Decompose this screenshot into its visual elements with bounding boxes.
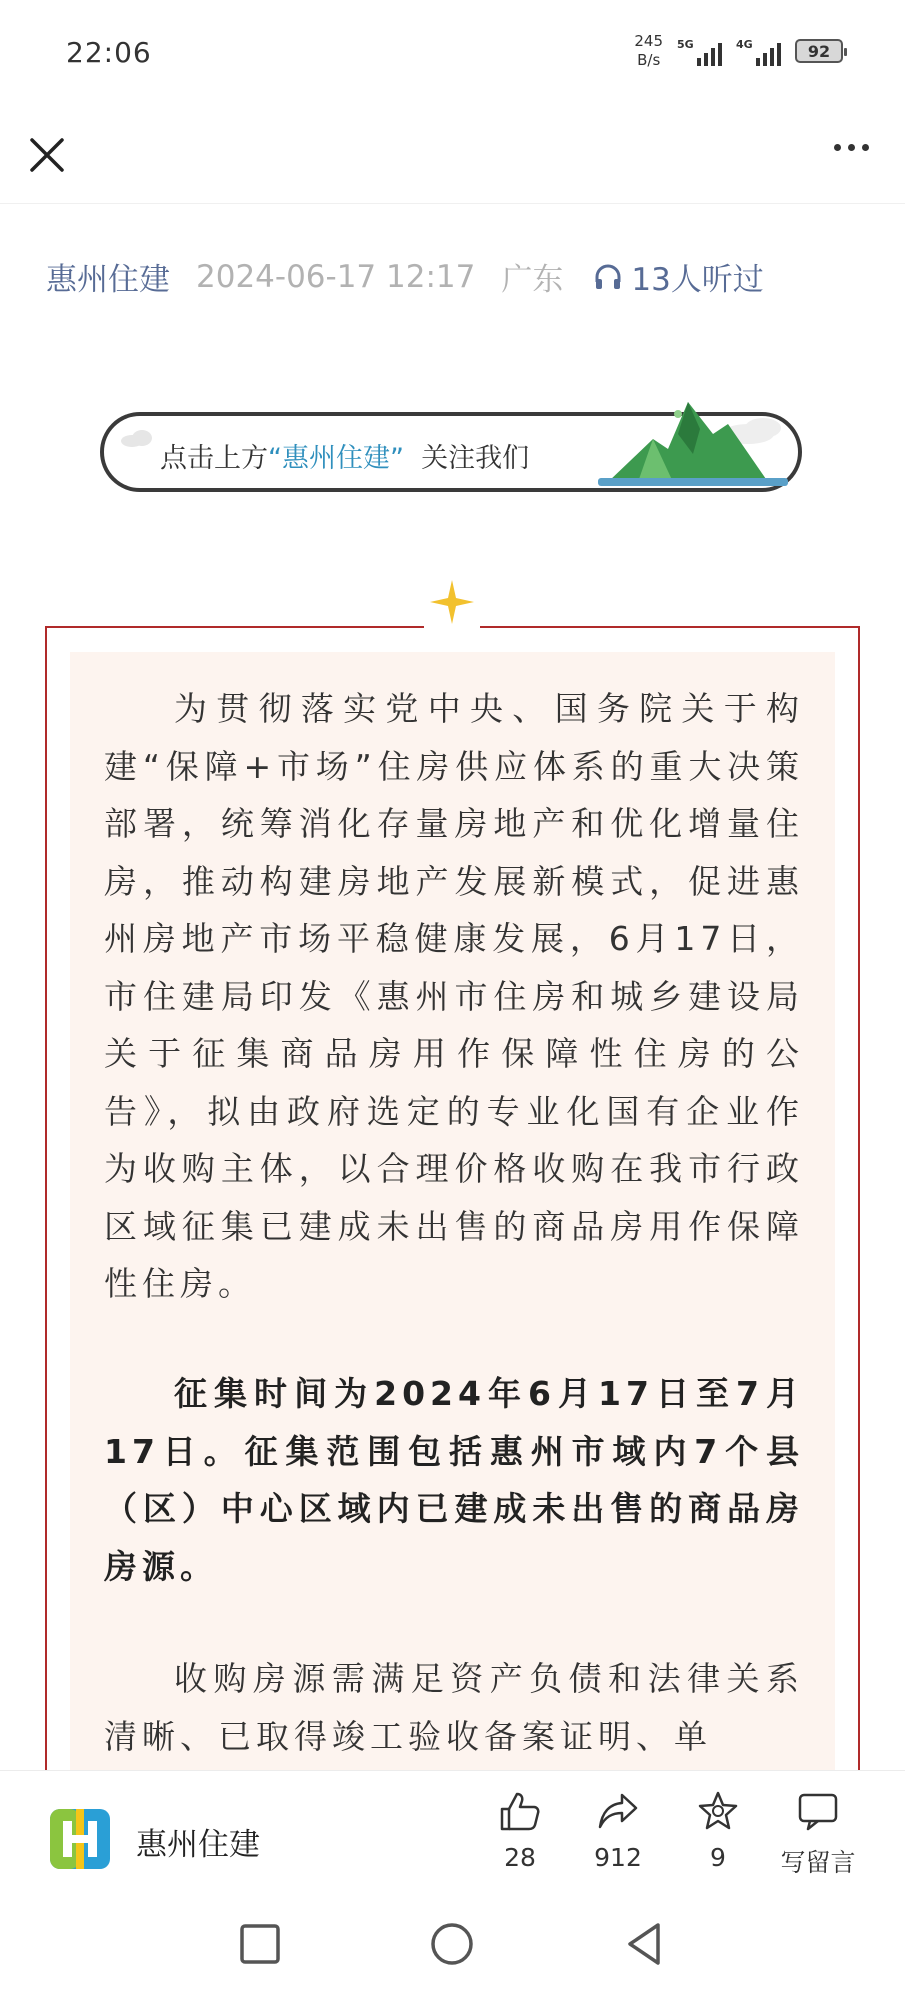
like-button[interactable] <box>470 1789 570 1872</box>
favorite-button[interactable] <box>668 1789 768 1872</box>
signal-4g-icon: 4G <box>736 36 781 66</box>
status-icons <box>634 32 843 70</box>
sparkle-icon <box>428 578 476 626</box>
cloud-icon <box>118 428 158 448</box>
author-link[interactable]: 惠州住建 <box>46 262 170 298</box>
star-icon <box>696 1789 740 1833</box>
more-icon <box>834 144 841 151</box>
battery-level: 92 <box>807 41 831 61</box>
share-icon <box>596 1789 640 1833</box>
comment-label: 写留言 <box>780 1848 856 1877</box>
headphones-icon <box>593 262 623 292</box>
close-icon <box>24 132 70 178</box>
close-button[interactable] <box>24 132 70 178</box>
account-name[interactable]: 惠州住建 <box>136 1827 260 1863</box>
article-paragraph-1: 为贯彻落实党中央、国务院关于构建“保障+市场”住房供应体系的重大决策部署，统筹消化存量房地产和优化增量住房，推动构建房地产发展新模式，促进惠州房地产市场平稳健康发展，6月17日，市住建局印发《惠州市住房和城乡建设局关于征集商品房用作保障性住房的公告》，拟由政府选定的专业化国有企业作为收购主体，以合理价格收购在我市行政区域征集已建成未出售的商品房用作保障性住房。 <box>104 689 804 1303</box>
status-bar <box>0 0 905 108</box>
comment-icon <box>796 1789 840 1833</box>
mountain-illustration-icon <box>598 394 788 490</box>
article-meta <box>46 254 764 299</box>
listen-button[interactable] <box>593 254 763 299</box>
thumbs-up-icon <box>498 1789 542 1833</box>
signal-5g-icon: 5G <box>677 36 722 66</box>
follow-banner[interactable] <box>100 412 802 492</box>
title-bar <box>0 108 905 204</box>
article-paragraph-3: 收购房源需满足资产负债和法律关系清晰、已取得竣工验收备案证明、单 <box>104 1659 804 1756</box>
follow-account-name: 惠州住建 <box>282 443 390 474</box>
home-icon[interactable] <box>424 1916 480 1972</box>
publish-region: 广东 <box>501 262 564 298</box>
more-button[interactable] <box>834 144 869 151</box>
publish-date: 2024-06-17 12:17 <box>196 258 476 295</box>
recent-apps-icon[interactable] <box>232 1916 288 1972</box>
status-time: 22:06 <box>66 36 152 69</box>
like-count: 28 <box>504 1843 536 1872</box>
share-count: 912 <box>594 1843 642 1872</box>
system-nav-bar <box>0 1888 905 2000</box>
favorite-count: 9 <box>710 1843 726 1872</box>
network-speed: 245 B/s <box>634 32 663 69</box>
article-action-bar <box>0 1770 905 1888</box>
share-button[interactable] <box>568 1789 668 1872</box>
article-paragraph-2: 征集时间为2024年6月17日至7月17日。征集范围包括惠州市域内7个县（区）中心区域内已建成未出售的商品房房源。 <box>104 1374 804 1586</box>
back-icon[interactable] <box>616 1916 672 1972</box>
comment-button[interactable] <box>768 1789 868 1879</box>
follow-text: 点击上方“惠州住建” 关注我们 <box>160 443 530 474</box>
battery-icon <box>795 39 843 63</box>
listen-count: 13人听过 <box>631 262 764 298</box>
account-logo[interactable] <box>50 1809 110 1869</box>
